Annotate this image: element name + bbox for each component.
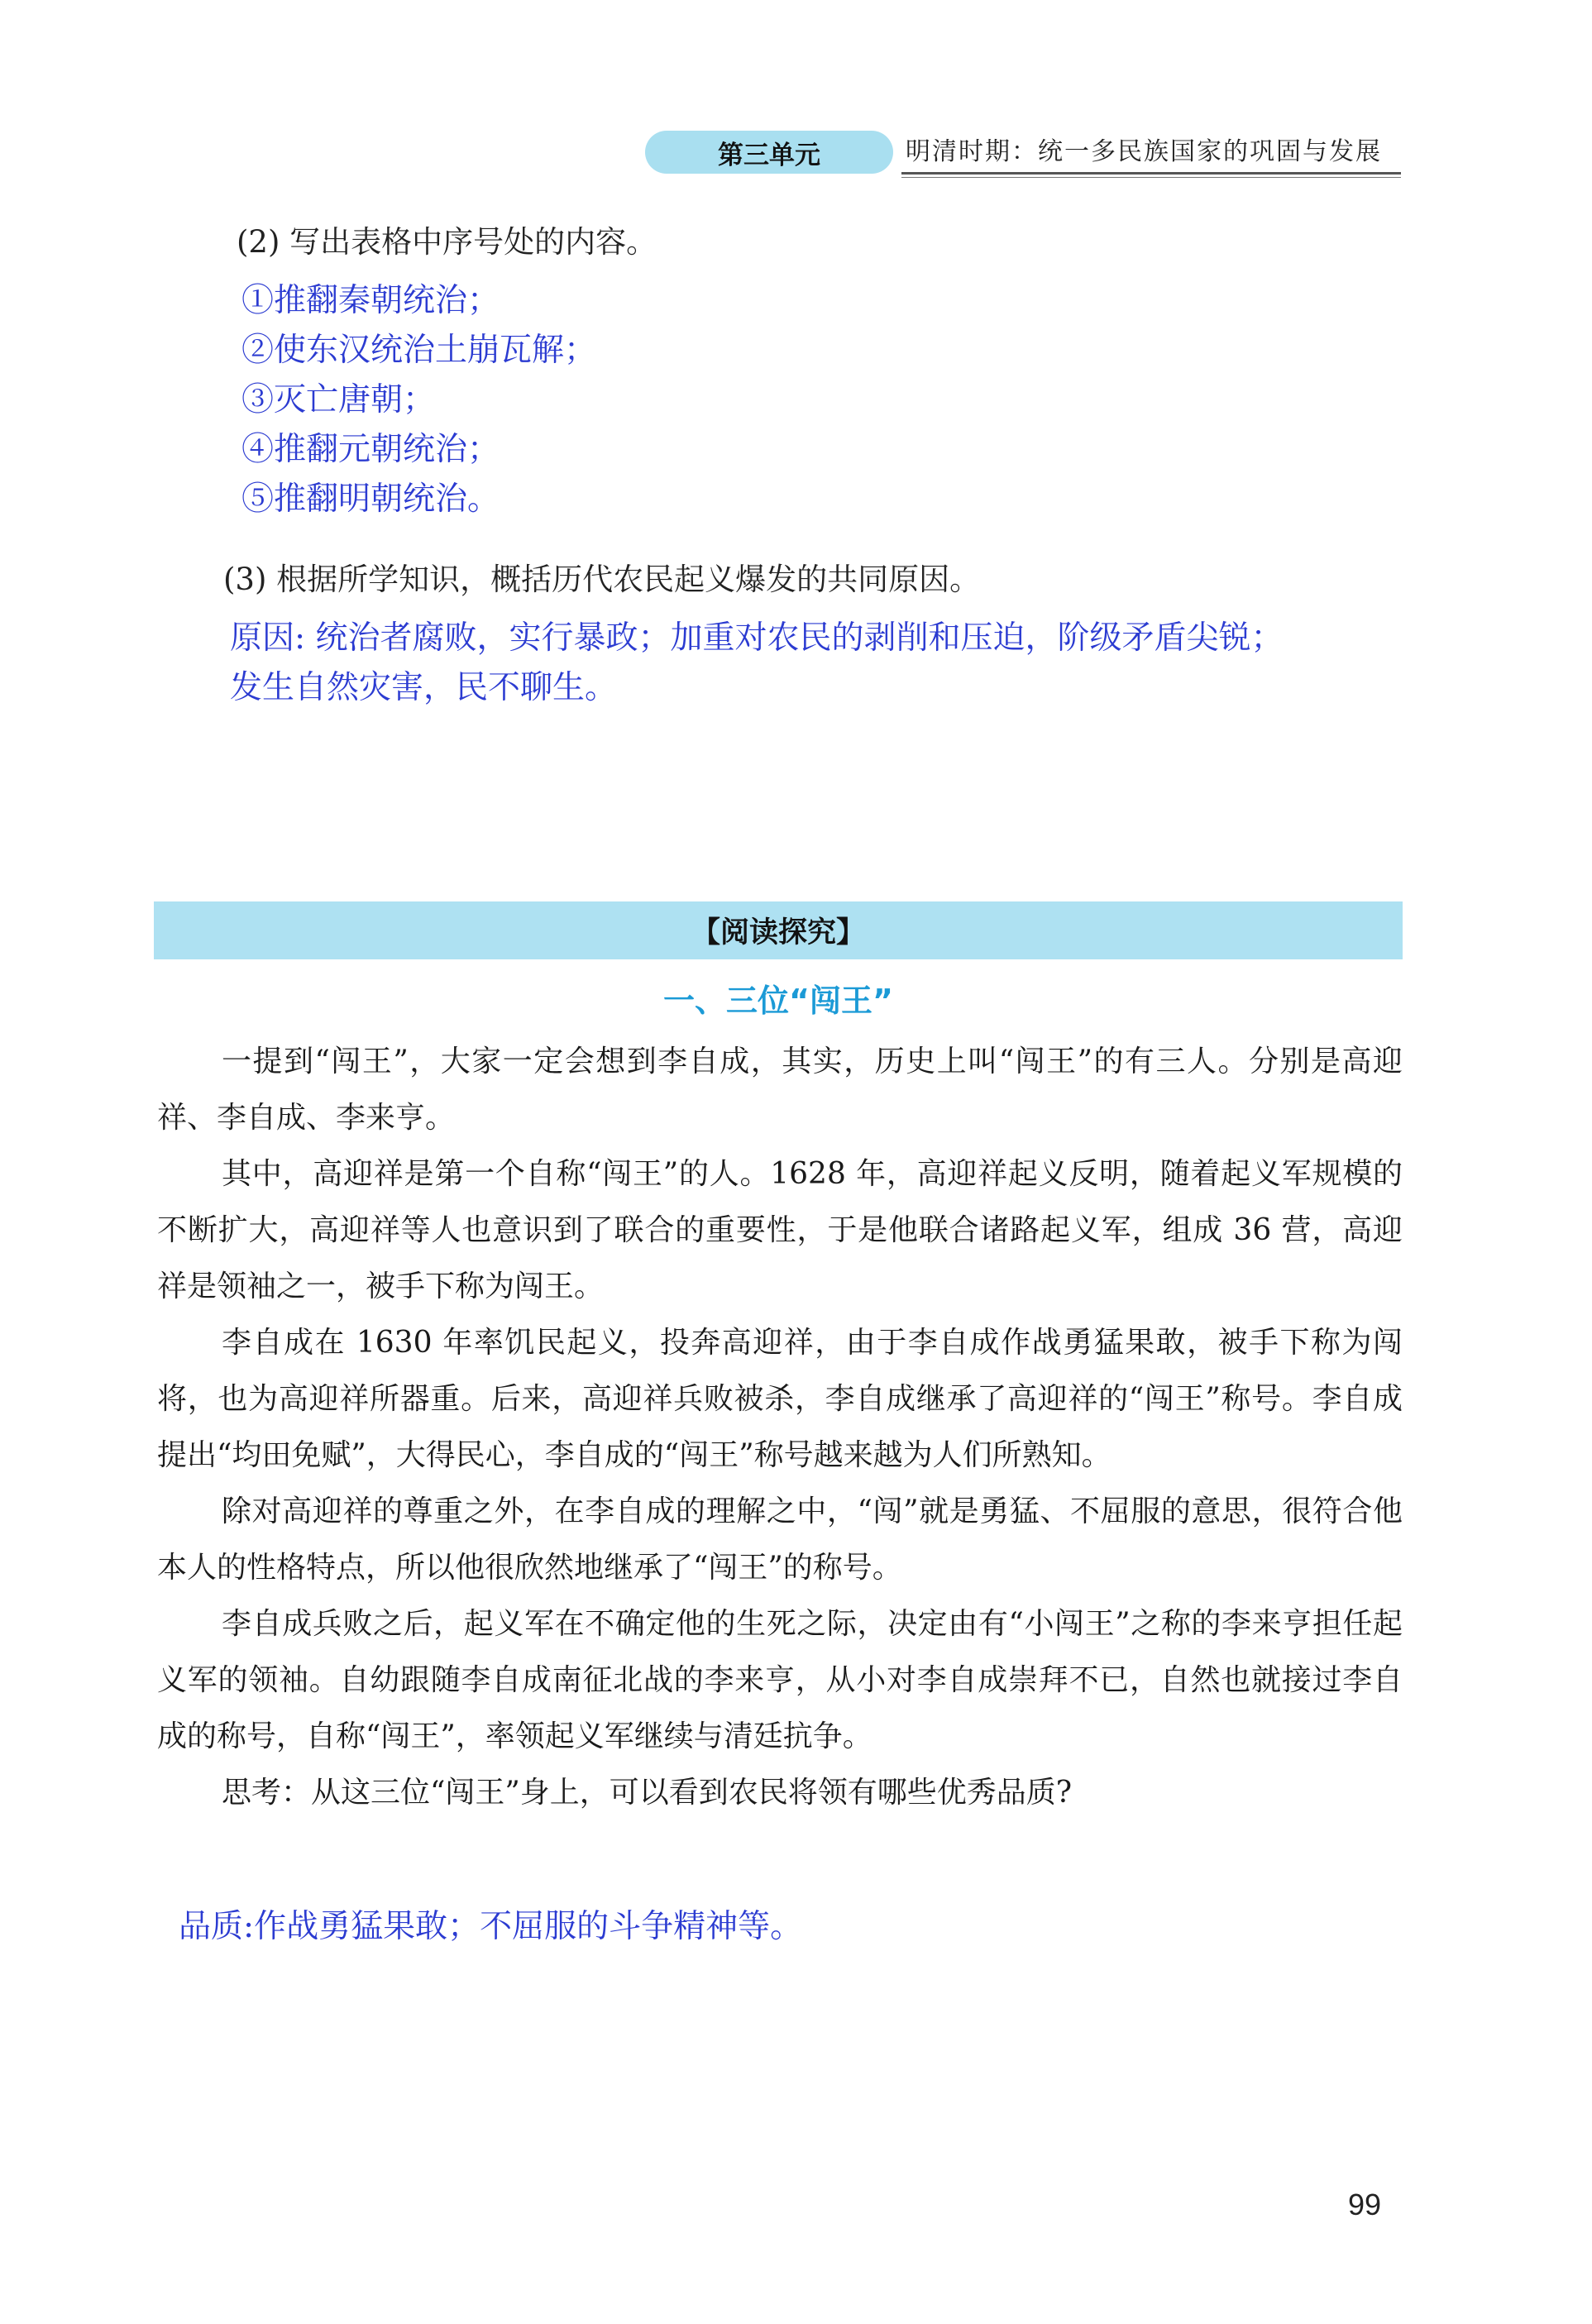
question-2-prompt: (2) 写出表格中序号处的内容。	[237, 224, 657, 260]
question-3-prompt: (3) 根据所学知识，概括历代农民起义爆发的共同原因。	[223, 562, 981, 597]
page-number: 99	[1348, 2188, 1382, 2221]
paragraph: 其中，高迎祥是第一个自称“闯王”的人。1628 年，高迎祥起义反明，随着起义军规模的不断扩大，高迎祥等人也意识到了联合的重要性，于是他联合诸路起义军，组成 36 营，高迎祥是领袖之一，被手下称为闯王。	[157, 1157, 1403, 1303]
article-body	[157, 1034, 1403, 1821]
thinking-answer: 品质:作战勇猛果敢；不屈服的斗争精神等。	[179, 1908, 803, 1945]
article-title: 一、三位“闯王”	[663, 983, 893, 1019]
header-rule	[901, 172, 1401, 175]
paragraph: 除对高迎祥的尊重之外，在李自成的理解之中，“闯”就是勇猛、不屈服的意思，很符合他本人的性格特点，所以他很欣然地继承了“闯王”的称号。	[157, 1494, 1403, 1585]
header-rule-thin	[901, 177, 1401, 178]
thinking-question: 思考：从这三位“闯王”身上，可以看到农民将领有哪些优秀品质?	[222, 1776, 1073, 1810]
answer-2-5: ⑤推翻明朝统治。	[241, 481, 500, 518]
paragraph: 李自成兵败之后，起义军在不确定他的生死之际，决定由有“小闯王”之称的李来亨担任起义军的领袖。自幼跟随李自成南征北战的李来亨，从小对李自成崇拜不已，自然也就接过李自成的称号，自称“闯王”，率领起义军继续与清廷抗争。	[157, 1607, 1403, 1753]
paragraph: 李自成在 1630 年率饥民起义，投奔高迎祥，由于李自成作战勇猛果敢，被手下称为闯将，也为高迎祥所器重。后来，高迎祥兵败被杀，李自成继承了高迎祥的“闯王”称号。李自成提出“均田免赋”，大得民心，李自成的“闯王”称号越来越为人们所熟知。	[157, 1326, 1403, 1472]
answer-3-line-1: 原因: 统治者腐败，实行暴政；加重对农民的剥削和压迫，阶级矛盾尖锐；	[230, 619, 1284, 657]
answer-2-3: ③灭亡唐朝；	[241, 381, 436, 418]
answer-2-4: ④推翻元朝统治；	[241, 431, 500, 468]
answer-2-2: ②使东汉统治土崩瓦解；	[241, 332, 597, 369]
section-bar: 【阅读探究】	[154, 901, 1403, 959]
unit-tab: 第三单元	[645, 131, 893, 174]
paragraph: 一提到“闯王”，大家一定会想到李自成，其实，历史上叫“闯王”的有三人。分别是高迎祥、李自成、李来亨。	[157, 1045, 1403, 1135]
answer-3-line-2: 发生自然灾害，民不聊生。	[230, 669, 618, 706]
unit-title: 明清时期：统一多民族国家的巩固与发展	[906, 137, 1382, 166]
answer-2-1: ①推翻秦朝统治；	[241, 282, 500, 319]
